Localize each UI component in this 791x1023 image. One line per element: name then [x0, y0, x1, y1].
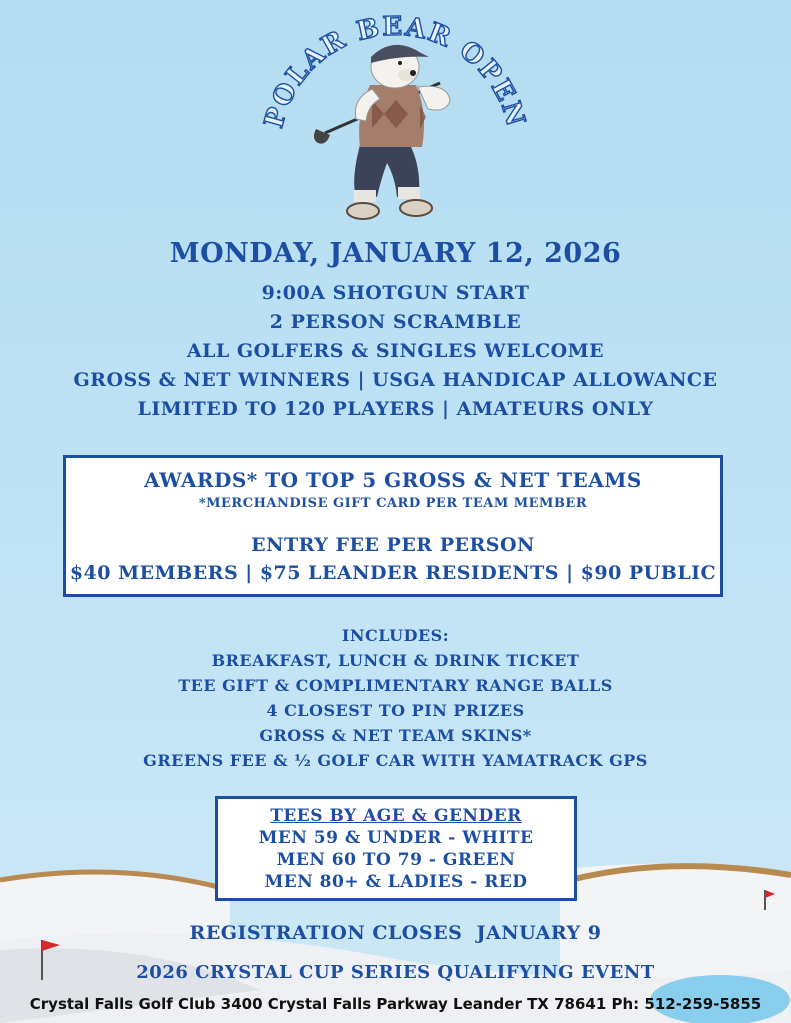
event-date: MONDAY, JANUARY 12, 2026: [169, 238, 622, 269]
registration-deadline: REGISTRATION CLOSES JANUARY 9: [189, 922, 602, 944]
polar-bear-golfer-icon: [314, 45, 450, 219]
includes-item: GREENS FEE & ½ GOLF CAR WITH YAMATRACK GPS: [143, 751, 648, 770]
detail-shotgun-start: 9:00A SHOTGUN START: [261, 282, 530, 304]
tees-row: MEN 59 & UNDER - WHITE: [258, 828, 534, 848]
includes-item: TEE GIFT & COMPLIMENTARY RANGE BALLS: [178, 676, 613, 695]
detail-welcome: ALL GOLFERS & SINGLES WELCOME: [186, 340, 605, 362]
awards-note: *MERCHANDISE GIFT CARD PER TEAM MEMBER: [198, 496, 588, 511]
tees-row: MEN 80+ & LADIES - RED: [264, 872, 528, 892]
includes-title: INCLUDES:: [341, 626, 450, 645]
polar-bear-open-logo: [250, 5, 540, 235]
entry-fees: $40 MEMBERS | $75 LEANDER RESIDENTS | $90 PUBLIC: [69, 562, 717, 584]
detail-limit: LIMITED TO 120 PLAYERS | AMATEURS ONLY: [137, 398, 654, 420]
detail-winners: GROSS & NET WINNERS | USGA HANDICAP ALLOWANCE: [73, 369, 718, 391]
includes-item: 4 CLOSEST TO PIN PRIZES: [266, 701, 525, 720]
logo-arc-text: POLAR BEAR OPEN: [259, 11, 531, 132]
tees-title: TEES BY AGE & GENDER: [270, 806, 522, 826]
awards-text: AWARDS* TO TOP 5 GROSS & NET TEAMS: [144, 468, 642, 492]
footer-address: Crystal Falls Golf Club 3400 Crystal Falls Parkway Leander TX 78641 Ph: 512-259-5855: [29, 995, 762, 1013]
includes-item: GROSS & NET TEAM SKINS*: [259, 726, 532, 745]
tees-row: MEN 60 TO 79 - GREEN: [276, 850, 516, 870]
detail-format: 2 PERSON SCRAMBLE: [269, 311, 522, 333]
entry-fee-title: ENTRY FEE PER PERSON: [251, 534, 535, 556]
series-title: 2026 CRYSTAL CUP SERIES QUALIFYING EVENT: [136, 962, 655, 983]
tees-box: [215, 796, 577, 901]
awards-fee-box: [63, 455, 723, 597]
includes-item: BREAKFAST, LUNCH & DRINK TICKET: [211, 651, 580, 670]
